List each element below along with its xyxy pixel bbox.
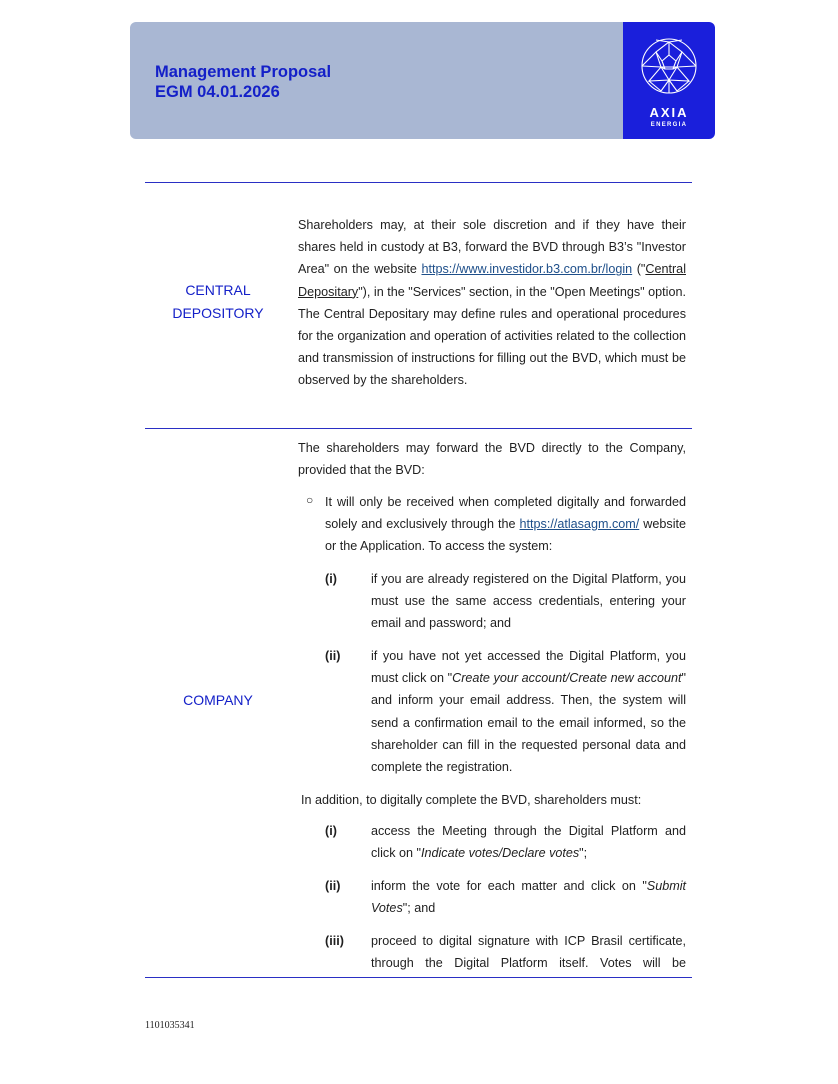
access-item-registered: if you are already registered on the Digital Platform, you must use the same access credentials, entering your email and password; and bbox=[371, 572, 686, 631]
title-line-2: EGM 04.01.2026 bbox=[155, 83, 280, 101]
access-item-new-account: if you have not yet accessed the Digital Platform, you must click on "Create your account/Create new account" and inform your email address. Then, the system will send a confirmation email to the email informed, so the shareholder can fill in the requested personal data and complete the registration. bbox=[371, 649, 686, 775]
logo-subtitle: ENERGIA bbox=[650, 122, 688, 128]
section-label-company: COMPANY bbox=[183, 692, 253, 708]
central-depository-paragraph: Shareholders may, at their sole discretion and if they have their shares held in custody at B3, forward the BVD through B3’s "Investor Area" on the website https://www.investidor.b3.com.br/login ("Central Depositary"), in the "Services" section, in the "Open Meetings" option. The Central Depositary may define rules and operational procedures for the organization and operation of activities related to the collection and transmission of instructions for filling out the BVD, which must be observed by the shareholders. bbox=[298, 218, 686, 388]
addition-text: In addition, to digitally complete the BVD, shareholders must: bbox=[301, 793, 642, 807]
complete-item-access-meeting: access the Meeting through the Digital Platform and click on "Indicate votes/Declare votes"; bbox=[371, 824, 686, 861]
company-intro: The shareholders may forward the BVD directly to the Company, provided that the BVD: bbox=[298, 441, 686, 478]
document-id: 1101035341 bbox=[145, 1020, 195, 1031]
section-divider-middle bbox=[145, 428, 692, 429]
b3-investor-link[interactable]: https://www.investidor.b3.com.br/login bbox=[421, 262, 633, 277]
complete-item-submit-votes: inform the vote for each matter and click on "Submit Votes"; and bbox=[371, 879, 686, 916]
bullet-circle-icon: ○ bbox=[306, 493, 314, 507]
bullet-item: It will only be received when completed digitally and forwarded solely and exclusively through the https://atlasagm.com/ website or the Application. To access the system: bbox=[325, 495, 686, 554]
list-number: (ii) bbox=[325, 879, 341, 893]
section-label-central-depository: CENTRAL DEPOSITORY bbox=[172, 282, 264, 321]
complete-item-digital-signature: proceed to digital signature with ICP Brasil certificate, through the Digital Platform itself. Votes will be bbox=[371, 934, 686, 971]
list-number: (ii) bbox=[325, 649, 341, 663]
list-number: (i) bbox=[325, 572, 337, 586]
logo-wordmark: AXIA bbox=[649, 105, 689, 120]
defined-term: Central Depositary bbox=[298, 262, 686, 299]
brand-logo bbox=[623, 22, 715, 139]
geodesic-globe-icon bbox=[639, 36, 699, 96]
title-line-1: Management Proposal bbox=[155, 63, 332, 81]
list-number: (iii) bbox=[325, 934, 344, 948]
section-divider-bottom bbox=[145, 977, 692, 978]
list-number: (i) bbox=[325, 824, 337, 838]
atlasagm-link[interactable]: https://atlasagm.com/ bbox=[519, 517, 640, 532]
section-divider-top bbox=[145, 182, 692, 183]
page-title bbox=[155, 62, 331, 102]
